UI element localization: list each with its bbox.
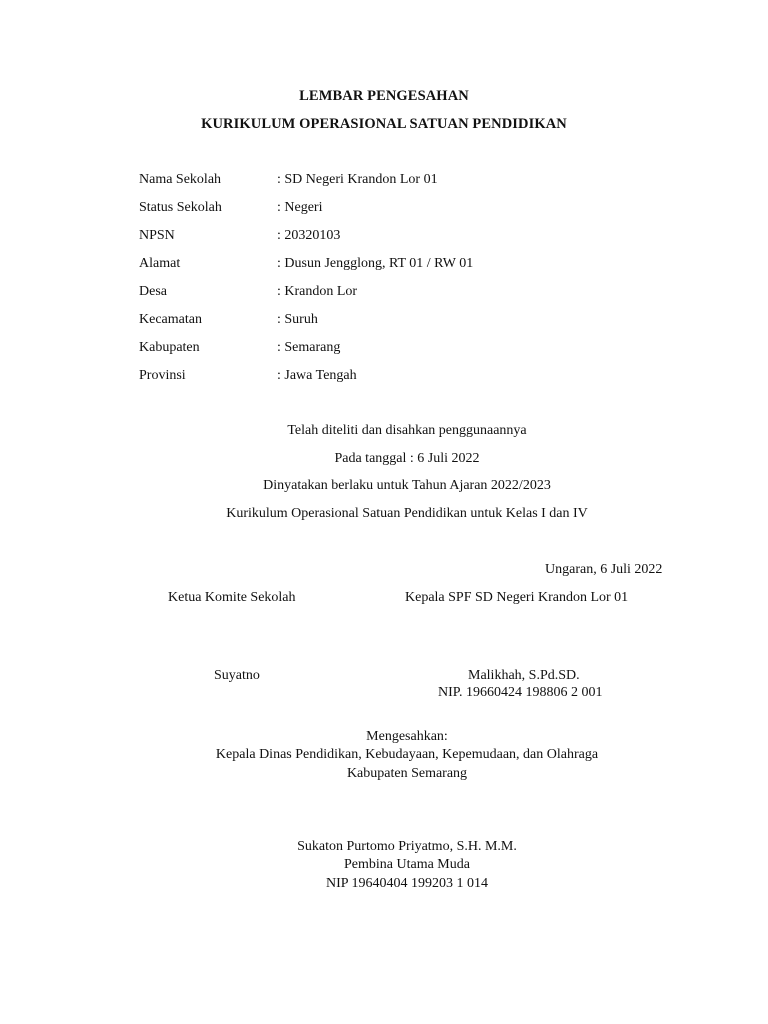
info-value: : Krandon Lor (277, 284, 358, 299)
approval-region: Kabupaten Semarang (346, 766, 468, 781)
kepsek-title: Kepala SPF SD Negeri Krandon Lor 01 (405, 590, 629, 605)
approval-nip: NIP 19640404 199203 1 014 (325, 876, 489, 891)
info-value: : 20320103 (277, 228, 341, 243)
approval-rank: Pembina Utama Muda (344, 857, 470, 872)
approval-name: Sukaton Purtomo Priyatmo, S.H. M.M. (297, 839, 517, 854)
info-value: : Jawa Tengah (277, 368, 357, 383)
info-value: : SD Negeri Krandon Lor 01 (277, 172, 438, 187)
info-label: Kabupaten (139, 340, 200, 355)
statement-line-2: Pada tanggal : 6 Juli 2022 (334, 451, 480, 466)
info-label: Alamat (139, 256, 181, 271)
statement-line-3: Dinyatakan berlaku untuk Tahun Ajaran 2022/2023 (263, 478, 551, 493)
info-value: : Semarang (277, 340, 341, 355)
info-label: Provinsi (139, 368, 186, 383)
approval-office: Kepala Dinas Pendidikan, Kebudayaan, Kepemudaan, dan Olahraga (215, 747, 599, 762)
info-label: Kecamatan (139, 312, 202, 327)
info-label: Nama Sekolah (139, 172, 222, 187)
document-title: LEMBAR PENGESAHAN (299, 88, 469, 104)
info-label: Status Sekolah (139, 200, 222, 215)
document-subtitle: KURIKULUM OPERASIONAL SATUAN PENDIDIKAN (201, 116, 567, 132)
kepsek-nip: NIP. 19660424 198806 2 001 (438, 685, 603, 700)
approval-label: Mengesahkan: (366, 729, 448, 744)
komite-title: Ketua Komite Sekolah (168, 590, 296, 605)
statement-line-4: Kurikulum Operasional Satuan Pendidikan untuk Kelas I dan IV (226, 506, 588, 521)
place-date: Ungaran, 6 Juli 2022 (545, 562, 663, 577)
info-label: Desa (139, 284, 167, 299)
komite-name: Suyatno (214, 668, 260, 683)
info-value: : Suruh (277, 312, 318, 327)
info-label: NPSN (139, 228, 175, 243)
info-value: : Negeri (277, 200, 323, 215)
kepsek-name: Malikhah, S.Pd.SD. (468, 668, 580, 683)
statement-line-1: Telah diteliti dan disahkan penggunaannya (287, 423, 527, 438)
info-value: : Dusun Jengglong, RT 01 / RW 01 (277, 256, 474, 271)
